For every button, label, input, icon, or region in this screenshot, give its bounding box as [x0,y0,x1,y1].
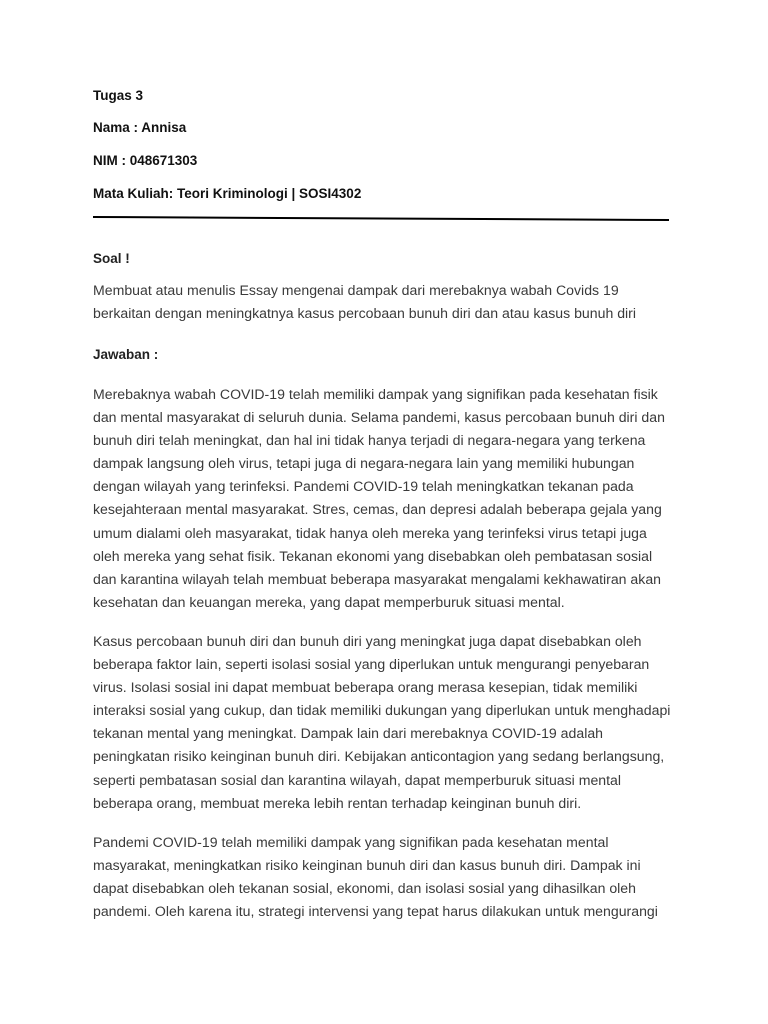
paragraph-line: kesehatan dan keuangan mereka, yang dapat memperburuk situasi mental. [93,593,565,610]
question-label: Soal ! [93,251,130,266]
paragraph-line: bunuh diri telah meningkat, dan hal ini tidak hanya terjadi di negara-negara yang terkena [93,432,646,449]
answer-label: Jawaban : [93,347,159,362]
paragraph-line: pandemi. Oleh karena itu, strategi intervensi yang tepat harus dilakukan untuk mengurangi [93,903,658,920]
course-name: Mata Kuliah: Teori Kriminologi | SOSI4302 [93,186,362,201]
paragraph-line: dengan wilayah yang terinfeksi. Pandemi COVID-19 telah meningkatkan tekanan pada [93,478,634,495]
paragraph-line: seperti pembatasan sosial dan karantina wilayah, dapat memperburuk situasi mental [93,771,622,788]
paragraph-line: dampak langsung oleh virus, tetapi juga di negara-negara lain yang memiliki hubungan [93,455,635,472]
paragraph-line: masyarakat, meningkatkan risiko keinginan bunuh diri dan kasus bunuh diri. Dampak ini [93,857,641,874]
header-divider [93,210,669,228]
question-line: berkaitan dengan meningkatnya kasus percobaan bunuh diri dan atau kasus bunuh diri [93,305,636,322]
student-name: Nama : Annisa [93,120,187,135]
question-line: Membuat atau menulis Essay mengenai dampak dari merebaknya wabah Covids 19 [93,282,619,298]
paragraph-line: virus. Isolasi sosial ini dapat membuat beberapa orang merasa kesepian, tidak memiliki [93,679,638,696]
paragraph-line: Kasus percobaan bunuh diri dan bunuh diri yang meningkat juga dapat disebabkan oleh [93,633,642,649]
answer-paragraph-2 [93,630,683,815]
answer-paragraph-3 [93,831,683,923]
task-title: Tugas 3 [93,88,144,103]
paragraph-line: dan karantina wilayah telah membuat beberapa masyarakat mengalami kekhawatiran akan [93,570,661,587]
paragraph-line: oleh mereka yang sehat fisik. Tekanan ekonomi yang disebabkan oleh pembatasan sosial [93,547,653,564]
paragraph-line: umum dialami oleh masyarakat, tidak hanya oleh mereka yang terinfeksi virus tetapi juga [93,524,647,541]
student-nim: NIM : 048671303 [93,153,198,168]
paragraph-line: Merebaknya wabah COVID-19 telah memiliki dampak yang signifikan pada kesehatan fisik [93,386,658,402]
paragraph-line: tekanan mental yang meningkat. Dampak lain dari merebaknya COVID-19 adalah [93,725,604,742]
question-text [93,279,683,325]
paragraph-line: Pandemi COVID-19 telah memiliki dampak yang signifikan pada kesehatan mental [93,834,609,850]
paragraph-line: peningkatan risiko keinginan bunuh diri. Kebijakan anticontagion yang sedang berlangsung, [93,748,665,765]
paragraph-line: dan mental masyarakat di seluruh dunia. Selama pandemi, kasus percobaan bunuh diri dan [93,409,665,426]
answer-paragraph-1 [93,383,683,614]
paragraph-line: kesejahteraan mental masyarakat. Stres, cemas, dan depresi adalah beberapa gejala yang [93,501,662,518]
paragraph-line: dapat disebabkan oleh tekanan sosial, ekonomi, dan isolasi sosial yang dihasilkan oleh [93,880,636,897]
paragraph-line: beberapa faktor lain, seperti isolasi sosial yang diperlukan untuk mengurangi penyebaran [93,656,650,673]
paragraph-line: beberapa orang, membuat mereka lebih rentan terhadap keinginan bunuh diri. [93,794,582,811]
paragraph-line: interaksi sosial yang cukup, dan tidak memiliki dukungan yang diperlukan untuk menghadapi [93,702,671,719]
